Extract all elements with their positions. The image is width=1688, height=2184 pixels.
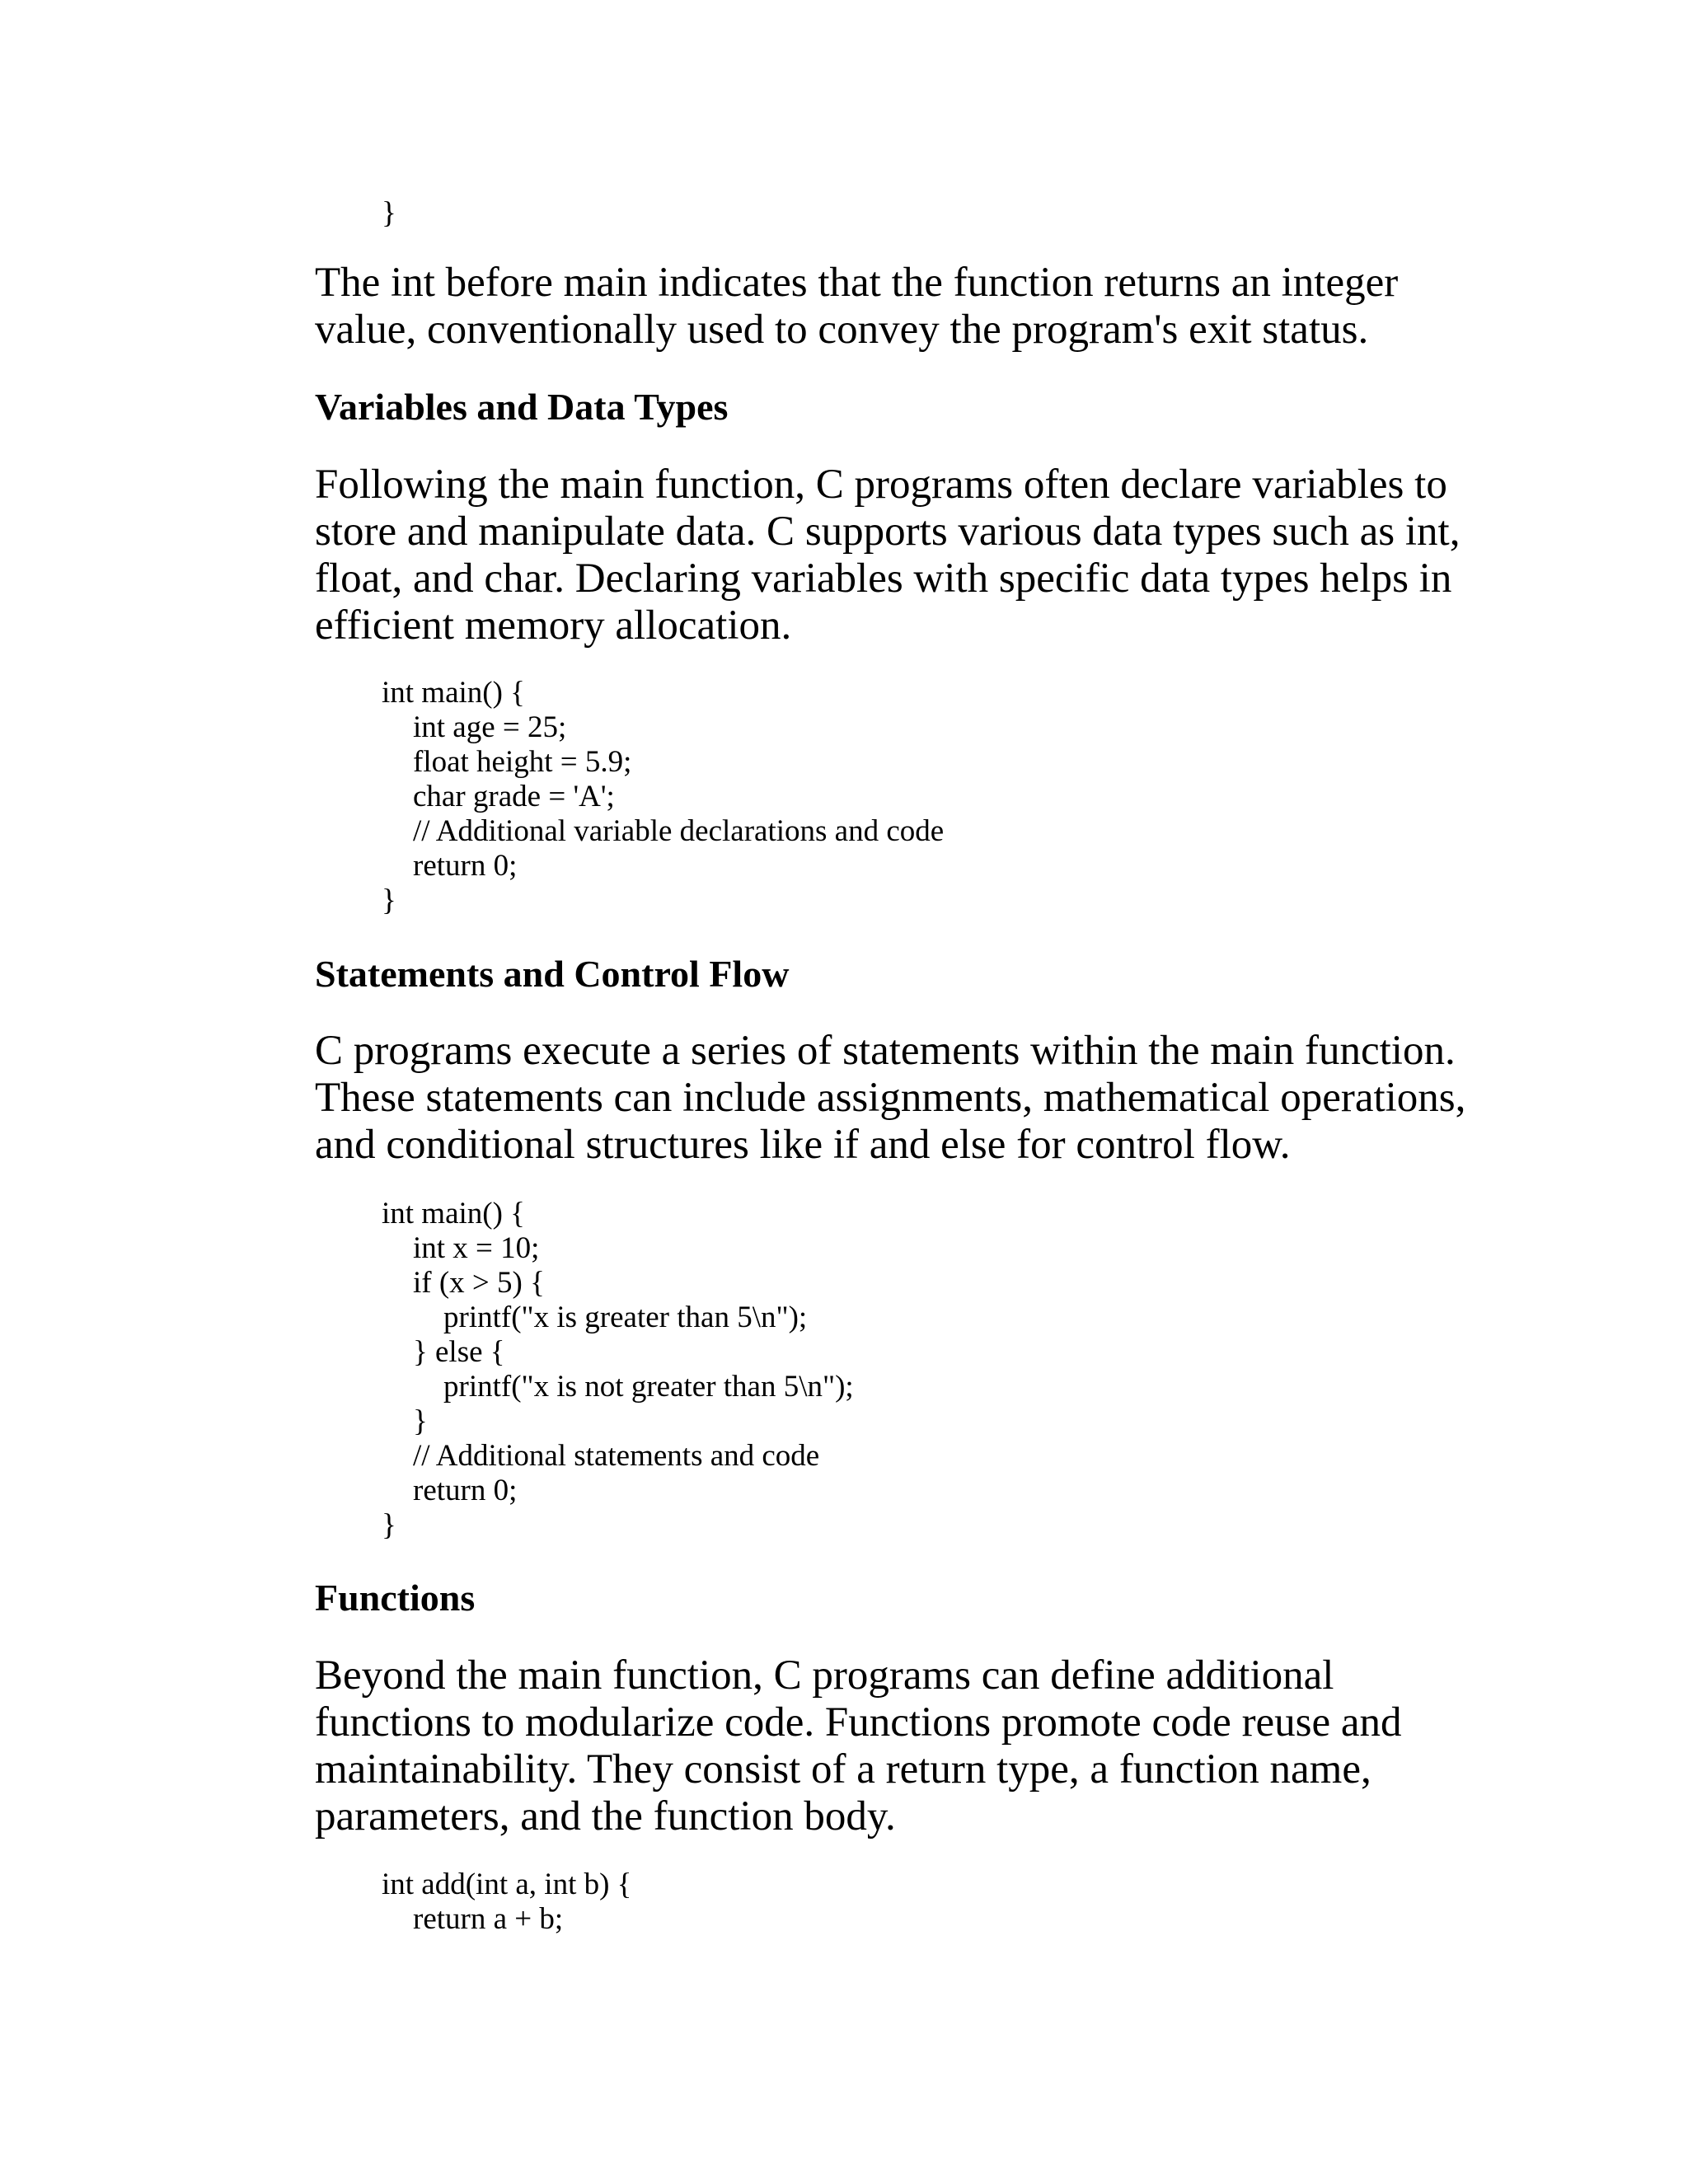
code-line: } else { — [413, 1335, 505, 1369]
code-line: } — [382, 196, 396, 230]
code-line: } — [413, 1404, 428, 1438]
variables-paragraph — [315, 462, 1469, 649]
paragraph-line: parameters, and the function body. — [315, 1793, 896, 1840]
code-line: // Additional statements and code — [413, 1439, 820, 1473]
paragraph-line: C programs execute a series of statements within the main function. — [315, 1028, 1456, 1074]
code-line: } — [382, 1508, 396, 1542]
code-line: int add(int a, int b) { — [382, 1868, 632, 1901]
intro-paragraph — [315, 260, 1469, 354]
paragraph-line: functions to modularize code. Functions promote code reuse and — [315, 1699, 1402, 1746]
paragraph-line: and conditional structures like if and else for control flow. — [315, 1122, 1291, 1168]
paragraph-line: efficient memory allocation. — [315, 602, 792, 649]
functions-paragraph — [315, 1652, 1469, 1840]
code-line: int main() { — [382, 1197, 525, 1230]
paragraph-line: Beyond the main function, C programs can define additional — [315, 1652, 1334, 1699]
code-line: printf("x is greater than 5\n"); — [443, 1301, 808, 1334]
code-line: char grade = 'A'; — [413, 780, 615, 813]
section-heading-functions: Functions — [315, 1577, 476, 1619]
section-heading-variables: Variables and Data Types — [315, 386, 729, 428]
code-line: // Additional variable declarations and code — [413, 814, 945, 848]
code-line: printf("x is not greater than 5\n"); — [443, 1370, 854, 1404]
paragraph-line: Following the main function, C programs often declare variables to — [315, 462, 1447, 508]
paragraph-line: value, conventionally used to convey the program's exit status. — [315, 307, 1369, 353]
paragraph-line: These statements can include assignments, mathematical operations, — [315, 1075, 1466, 1121]
paragraph-line: maintainability. They consist of a return type, a function name, — [315, 1746, 1372, 1793]
code-line: if (x > 5) { — [413, 1266, 545, 1300]
code-line: int main() { — [382, 676, 525, 710]
code-line: return a + b; — [413, 1902, 564, 1936]
control-flow-paragraph — [315, 1028, 1469, 1169]
paragraph-line: store and manipulate data. C supports various data types such as int, — [315, 509, 1461, 555]
section-heading-control-flow: Statements and Control Flow — [315, 953, 790, 995]
paragraph-line: The int before main indicates that the function returns an integer — [315, 260, 1399, 306]
paragraph-line: float, and char. Declaring variables with specific data types helps in — [315, 555, 1452, 602]
code-line: return 0; — [413, 849, 518, 883]
code-line: float height = 5.9; — [413, 745, 632, 779]
code-line: } — [382, 883, 396, 917]
code-line: int age = 25; — [413, 710, 567, 744]
code-line: return 0; — [413, 1474, 518, 1507]
code-line: int x = 10; — [413, 1231, 540, 1265]
